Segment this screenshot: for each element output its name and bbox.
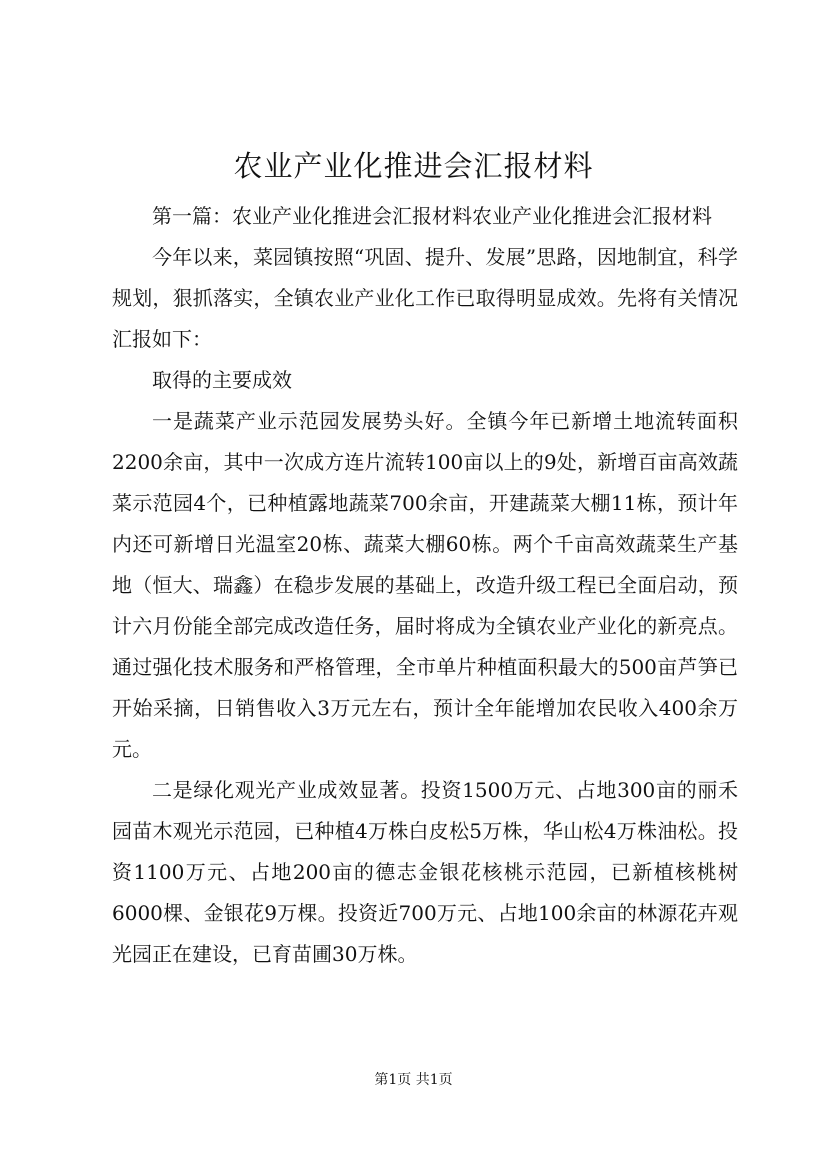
paragraph-vegetable-industry: 一是蔬菜产业示范园发展势头好。全镇今年已新增土地流转面积2200余亩，其中一次成方连片流转100亩以上的9处，新增百亩高效蔬菜示范园4个，已种植露地蔬菜700余亩，开建蔬菜大棚11栋，预计年内还可新增日光温室20栋、蔬菜大棚60栋。两个千亩高效蔬菜生产基地（恒大、瑞鑫）在稳步发展的基础上，改造升级工程已全面启动，预计六月份能全部完成改造任务，届时将成为全镇农业产业化的新亮点。通过强化技术服务和严格管理，全市单片种植面积最大的500亩芦笋已开始采摘，日销售收入3万元左右，预计全年能增加农民收入400余万元。 — [112, 409, 738, 761]
paragraph-heading-chapter: 第一篇：农业产业化推进会汇报材料农业产业化推进会汇报材料 — [152, 204, 712, 228]
document-title: 农业产业化推进会汇报材料 — [233, 149, 594, 183]
page-footer: 第1页 共1页 — [374, 1072, 453, 1088]
document-body — [112, 196, 738, 975]
paragraph-greening-tourism: 二是绿化观光产业成效显著。投资1500万元、占地300亩的丽禾园苗木观光示范园，已种植4万株白皮松5万株，华山松4万株油松。投资1100万元、占地200亩的德志金银花核桃示范园，已新植核桃树6000棵、金银花9万棵。投资近700万元、占地100余亩的林源花卉观光园正在建设，已育苗圃30万株。 — [112, 778, 738, 966]
paragraph-intro: 今年以来，菜园镇按照“巩固、提升、发展”思路，因地制宜，科学规划，狠抓落实，全镇农业产业化工作已取得明显成效。先将有关情况汇报如下： — [112, 245, 738, 351]
section-heading-achievements: 取得的主要成效 — [152, 368, 292, 392]
